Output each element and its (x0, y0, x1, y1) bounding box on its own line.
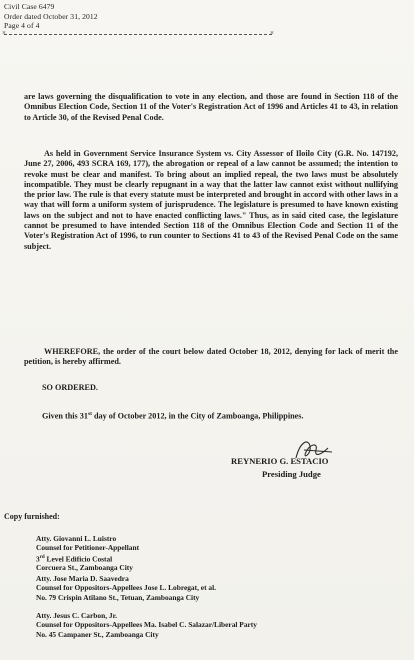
recipient-name: Atty. Jose Maria D. Saavedra (36, 574, 129, 583)
given-date-line (42, 411, 304, 421)
recipient-address-line2: Corcuera St., Zamboanga City (36, 563, 133, 573)
recipient-block (36, 534, 139, 573)
recipient-address-line1: No. 45 Campaner St., Zamboanga City (36, 629, 159, 639)
given-pre: Given this 31 (42, 411, 88, 421)
order-date: Order dated October 31, 2012 (4, 11, 98, 21)
recipient-block (36, 574, 216, 602)
document-header (4, 2, 98, 31)
addr-pre: 3 (36, 554, 40, 564)
paragraph-laws-governing: are laws governing the disqualification to vote in any election, and those are found in Section 118 of the Omnibus Election Code, Section 11 of the Voter's Registration Act of 1996 and Articles 41 to 43, in relation to Article 30, of the Revised Penal Code. (24, 92, 398, 122)
page-number: Page 4 of 4 (4, 21, 40, 31)
recipient-name: Atty. Giovanni L. Luistro (36, 534, 117, 543)
recipient-block (36, 611, 257, 639)
given-post: day of October 2012, in the City of Zamboanga, Philippines. (91, 411, 304, 421)
copy-furnished-label: Copy furnished: (4, 512, 60, 521)
addr-post: Level Edificio Costal (44, 554, 113, 564)
recipient-role: Counsel for Oppositors-Appellees Ma. Isabel C. Salazar/Liberal Party (36, 620, 257, 630)
paragraph-wherefore: WHEREFORE, the order of the court below dated October 18, 2012, denying for lack of merit the petition, is hereby affirmed. (24, 347, 398, 367)
given-sup: st (87, 411, 92, 417)
so-ordered: SO ORDERED. (42, 383, 98, 392)
case-number: Civil Case 6479 (4, 2, 55, 11)
recipient-name: Atty. Jesus C. Carbon, Jr. (36, 611, 118, 620)
recipient-address-line1: No. 79 Crispin Atilano St., Tetuan, Zamboanga City (36, 592, 200, 602)
recipient-role: Counsel for Petitioner-Appellant (36, 543, 140, 553)
recipient-address-line1 (36, 553, 139, 564)
judge-name: REYNERIO G. ESTACIO (231, 456, 329, 466)
addr-sup: rd (39, 554, 45, 560)
header-divider (4, 34, 272, 35)
rule-right-mark: × (270, 29, 274, 37)
recipient-role: Counsel for Oppositors-Appellees Jose L. Lobregat, et al. (36, 583, 216, 593)
paragraph-gsis-citation: As held in Government Service Insurance System vs. City Assessor of Iloilo City (G.R. No. 147192, June 27, 2006, 493 SCRA 169, 177), the abrogation or repeal of a law cannot be assumed; the intention to revoke must be clear and manifest. To bring about an implied repeal, the two laws must be absolutely incompatible. They must be clearly repugnant in a way that the latter law cannot exist without nullifying the prior law. The rule is that every statute must be interpreted and brought in accord with other laws in a way that will form a uniform system of jurisprudence. The legislature is presumed to have known existing laws on the subject and not to have enacted conflicting laws." Thus, as in said cited case, the legislature cannot be presumed to have intended Section 118 of the Omnibus Election Code and Section 11 of the Voter's Registration Act of 1996, to run counter to Sections 41 to 43 of the Revised Penal Code on the same subject. (24, 149, 398, 251)
judge-title: Presiding Judge (262, 469, 321, 479)
rule-left-mark: × (2, 29, 6, 37)
